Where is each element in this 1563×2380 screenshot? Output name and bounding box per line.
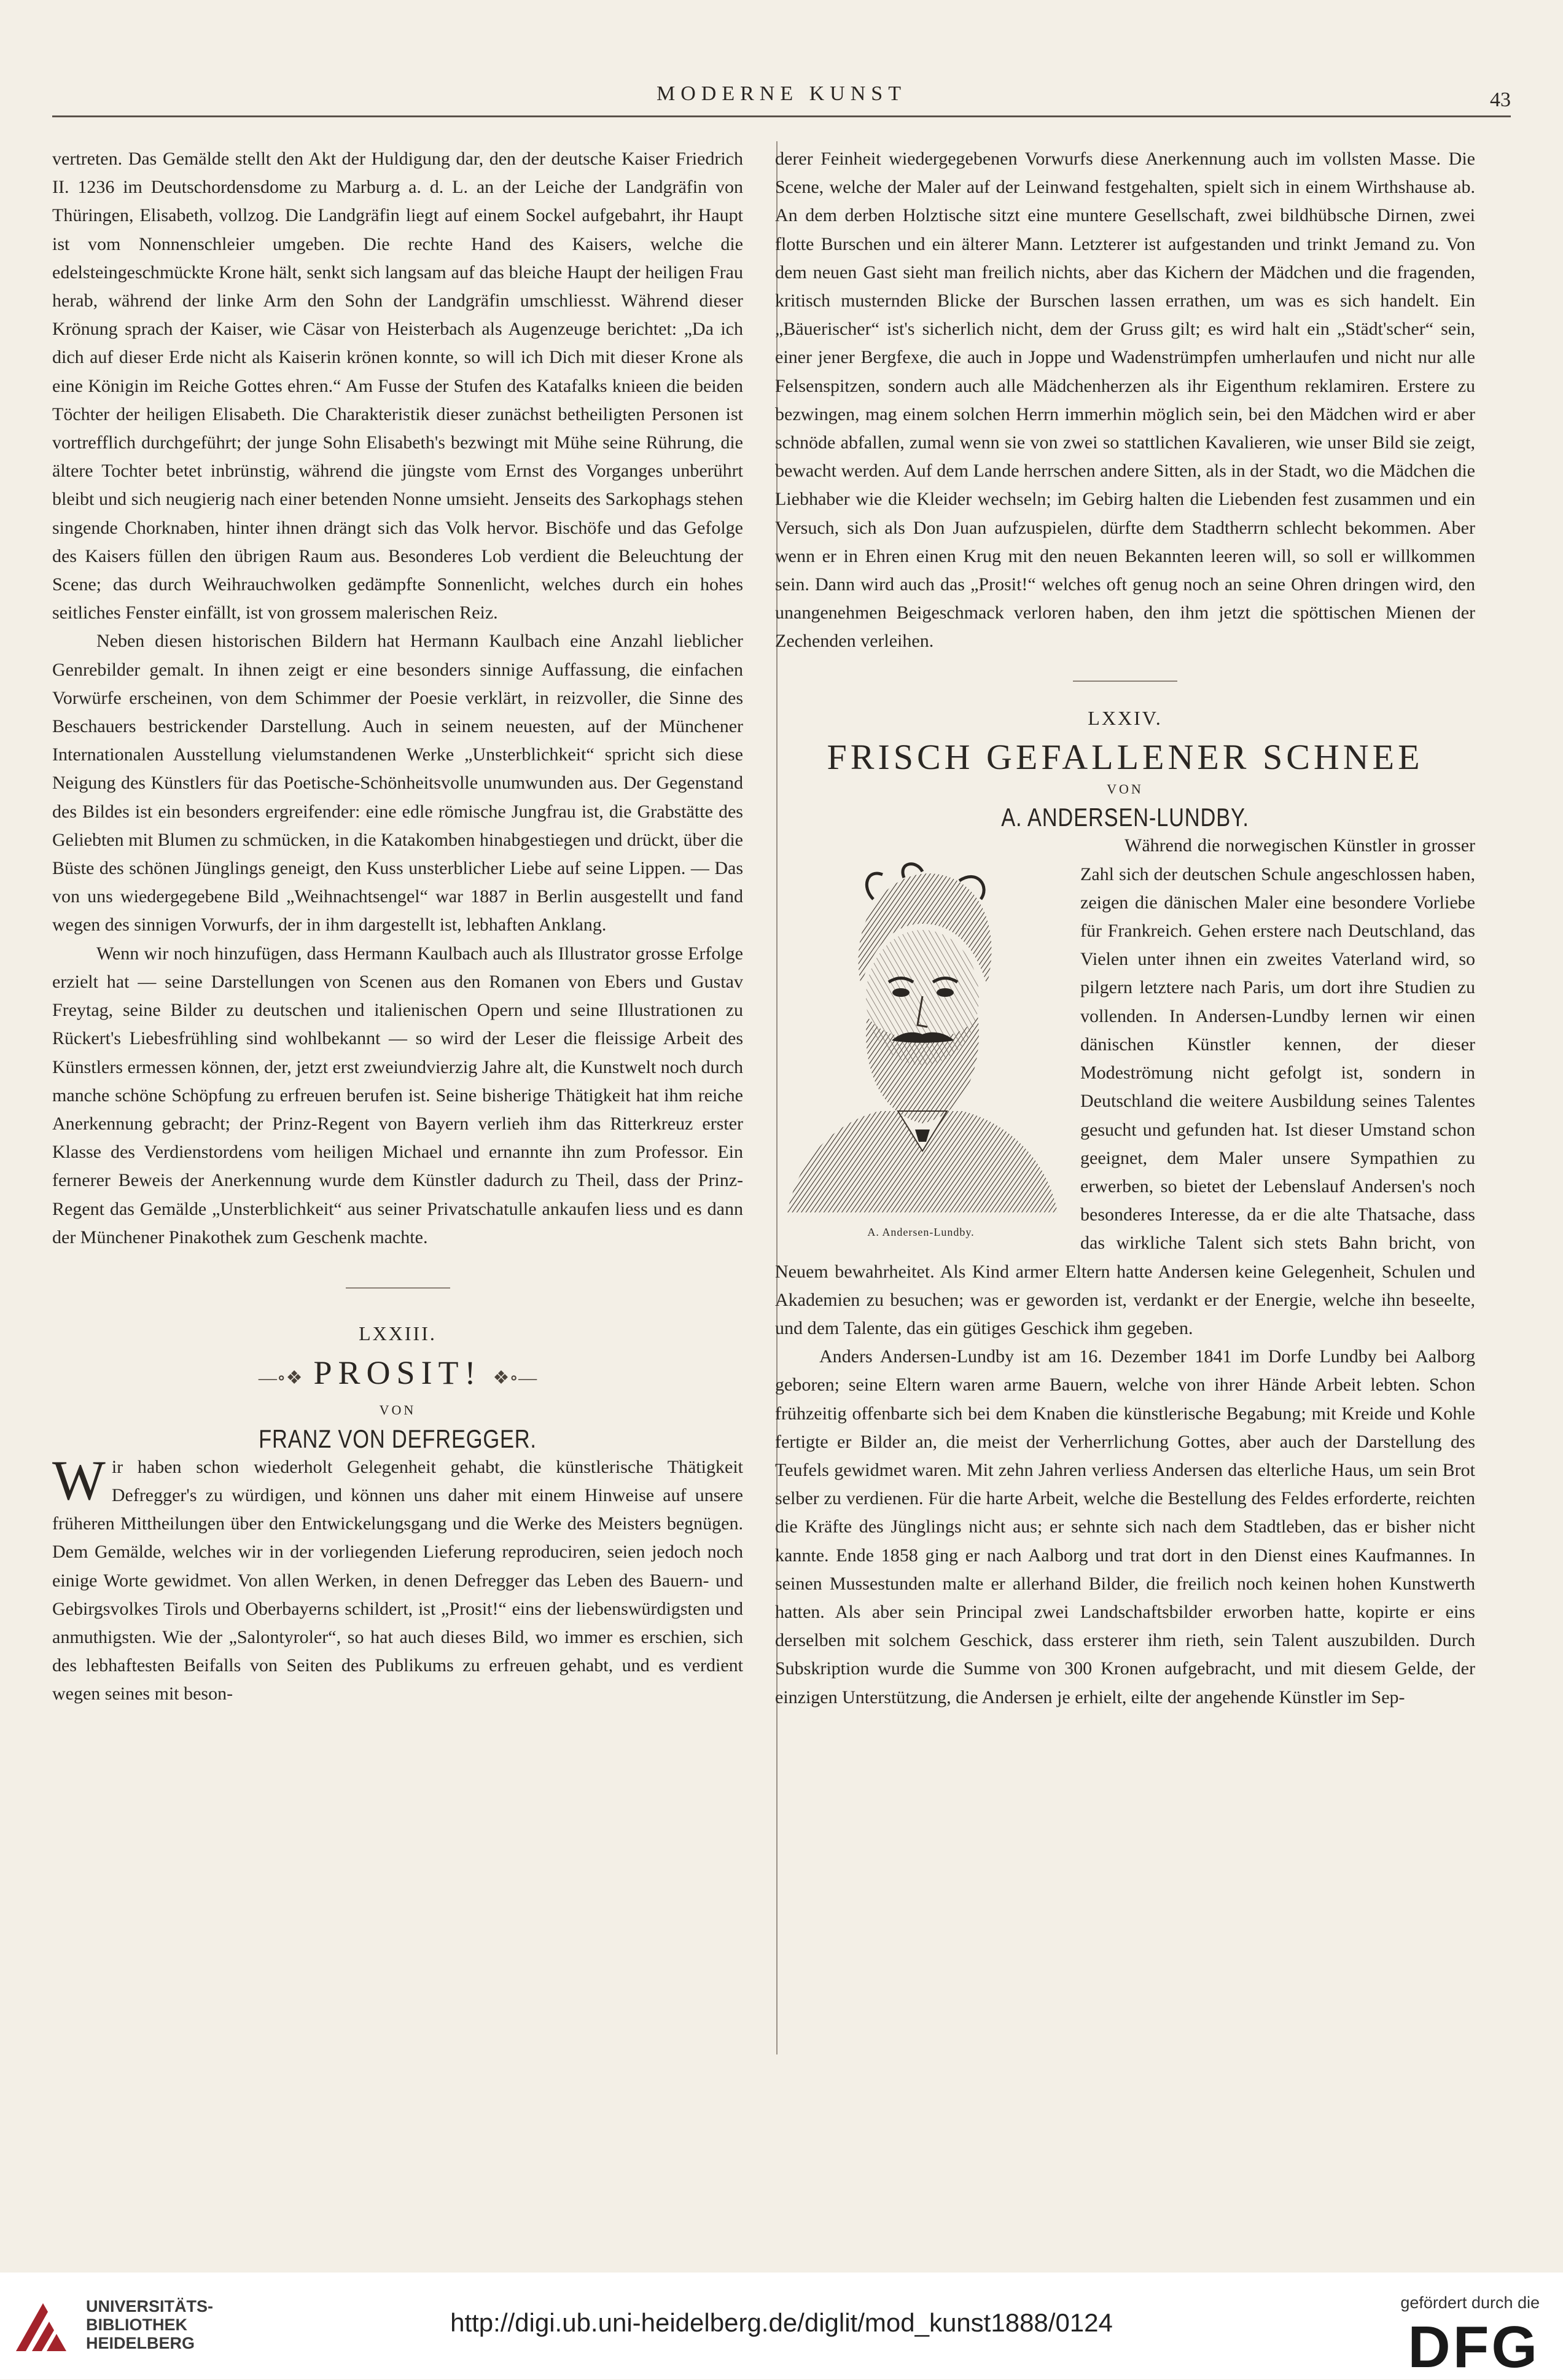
footer-bar [0,2273,1563,2379]
article-title: FRISCH GEFALLENER SCHNEE [827,736,1424,777]
paragraph: derer Feinheit wiedergegebenen Vorwurfs diese Anerkennung auch im vollsten Masse. Die Scene, welche der Maler auf der Leinwand festgehalten, spielt sich in einem Wirthshause ab. An dem derben Holztische sitzt eine muntere Gesellschaft, zwei bildhübsche Dirnen, zwei flotte Burschen und ein älterer Mann. Letzterer ist aufgestanden und trinkt Jemand zu. Von dem neuen Gast sieht man freilich nichts, aber das Kichern der Mädchen und die fragenden, kritisch musternden Blicke der Burschen lassen errathen, um was es sich handelt. Ein „Bäuerischer“ ist's sicherlich nicht, dem der Gruss gilt; es wird halt ein „Städt'scher“ sein, einer jener Bergfexe, die auch in Joppe und Wadenstrümpfen umherlaufen und nicht nur alle Felsenspitzen, sondern auch alle Mädchenherzen als ihr Eigenthum reklamiren. Erstere zu bezwingen, mag einem solchen Herrn immerhin möglich sein, bei den Mädchen wird er aber schnöde abfallen, zumal wenn sie von zwei so stattlichen Kavalieren, wie unser Bild sie zeigt, bewacht werden. Auf dem Lande herrschen andere Sitten, als in der Stadt, wo die Mädchen die Liebhaber wie die Kleider wechseln; im Gebirg halten die Liebenden fest zusammen und ein Versuch, sich als Don Juan aufzuspielen, dürfte dem Stadtherrn schlecht bekommen. Aber wenn er in Ehren einen Krug mit den neuen Bekannten leeren will, so soll er willkommen sein. Dann wird auch das „Prosit!“ welches oft genug noch an seine Ohren dringen wird, den unangenehmen Beigeschmack verloren haben, den ihm jetzt die spöttischen Mienen der Zechenden verleihen. [775,149,1475,652]
library-name-line: BIBLIOTHEK [86,2316,187,2334]
paragraph: Wenn wir noch hinzufügen, dass Hermann Kaulbach auch als Illustrator grosse Erfolge erzielt hat — seine Darstellungen von Scenen aus den Romanen von Ebers und Gustav Freytag, seine Bilder zu deutschen und italienischen Opern und seine Illustrationen zu Rückert's Liebesfrühling sind wohlbekannt — so wird der Leser die fleissige Arbeit des Künstlers ermessen können, der, jetzt erst zweiundvierzig Jahre alt, die Kunstwelt noch durch manche schöne Schöpfung zu erfreuen berufen ist. Seine bisherige Thätigkeit hat ihm reiche Anerkennung gebracht; der Prinz-Regent von Bayern verlieh ihm das Ritterkreuz erster Klasse des Verdienstordens vom heiligen Michael und ernannte ihn zum Professor. Ein fernerer Beweis der Anerkennung wurde dem Künstler dadurch zu Theil, dass der Prinz-Regent das Gemälde „Unsterblichkeit“ aus seiner Privatschatulle ankaufen liess und es dann der Münchener Pinakothek zum Geschenk machte. [52,943,743,1247]
library-name-line: HEIDELBERG [86,2334,195,2352]
article-author: FRANZ VON DEFREGGER. [259,1424,537,1453]
drop-cap: W [52,1448,106,1512]
article-title-text: PROSIT! [313,1354,482,1392]
section-rule [1073,681,1177,682]
article-number: LXXIV. [1088,706,1163,729]
paragraph: Während die norwegischen Künstler in grosser Zahl sich der deutschen Schule angeschlossen haben, zeigen die dänischen Maler eine besondere Vorliebe für Frankreich. Gehen erstere nach Deutschland, das Vielen unter ihnen ein zweites Vaterland wird, so pilgern letztere nach Paris, um dort ihre Studien zu vollenden. In Andersen-Lundby lernen wir einen dänischen Künstler kennen, der dieser Modeströmung nicht gefolgt ist, sondern in Deutschland die weitere Ausbildung seines Talentes gesucht und gefunden hat. Ist dieser Umstand schon geeignet, dem Maler unsere Sympathien zu erwerben, so bietet der Lebenslauf Andersen's noch besonderes Interesse, da er die alte Thatsache, dass das wirkliche Talent sich stets Bahn bricht, von Neuem bewahrheitet. Als Kind armer Eltern hatte Andersen keine Gelegenheit, Schulen und Akademien zu besuchen; was er geworden ist, verdankt er der Energie, welche ihn beseelte, und dem Talente, das ein gütiges Geschick ihm gegeben. [775,835,1475,1338]
paragraph-text: ir haben schon wiederholt Gelegenheit gehabt, die künstlerische Thätigkeit Defregger's zu würdigen, und können uns daher mit einem Hinweise auf unsere früheren Mittheilungen über den Entwickelungsgang und die Werke des Meisters begnügen. Dem Gemälde, welches wir in der vorliegenden Lieferung reproduciren, seien jedoch noch einige Worte gewidmet. Von allen Werken, in denen Defregger das Leben des Bauern- und Gebirgsvolkes Tirols und Oberbayerns schildert, ist „Prosit!“ eins der liebenswürdigsten und anmuthigsten. Wie der „Salontyroler“, so hat auch dieses Bild, wo immer es erschien, sich des lebhaftesten Beifalls von Seiten des Publikums zu erfreuen gehabt, und es verdient wegen seines mit beson- [52,1456,743,1704]
page-number: 43 [1490,88,1511,111]
article-von: VON [1107,781,1144,797]
section-rule [346,1287,450,1289]
ornament-right-icon: ❖∘— [493,1368,537,1389]
permalink-url[interactable]: http://digi.ub.uni-heidelberg.de/diglit/mod_kunst1888/0124 [450,2308,1113,2337]
paragraph: vertreten. Das Gemälde stellt den Akt der Huldigung dar, den der deutsche Kaiser Friedrich II. 1236 im Deutschordensdome zu Marburg a. d. L. an der Leiche der Landgräfin von Thüringen, Elisabeth, vollzog. Die Landgräfin liegt auf einem Sockel aufgebahrt, ihr Haupt ist vom Nonnenschleier umgeben. Die rechte Hand des Kaisers, welche die edelsteingeschmückte Krone hält, senkt sich langsam auf das bleiche Haupt der heiligen Frau herab, während der linke Arm den Sohn der Landgräfin umschliesst. Während dieser Krönung sprach der Kaiser, wie Cäsar von Heisterbach als Augenzeuge berichtet: „Da ich dich auf dieser Erde nicht als Kaiserin krönen konnte, so will ich Dich mit dieser Krone als eine Königin im Reiche Gottes ehren.“ Am Fusse der Stufen des Katafalks knieen die beiden Töchter der heiligen Elisabeth. Die Charakteristik dieser zunächst betheiligten Personen ist vortrefflich durchgeführt; der junge Sohn Elisabeth's bezwingt mit Mühe seine Rührung, die ältere Tochter betet inbrünstig, während die jüngste vom Ernst des Vorganges unberührt bleibt und sich neugierig nach einer betenden Nonne umsieht. Jenseits des Sarkophags stehen singende Chorknaben, hinter ihnen drängt sich das Volk hervor. Bischöfe und das Gefolge des Kaisers füllen den übrigen Raum aus. Besonderes Lob verdient die Beleuchtung der Scene; das durch Weihrauchwolken gedämpfte Sonnenlicht, welches durch ein hohes seitliches Fenster einfällt, ist von grossem malerischen Reiz. [52,149,743,623]
article-number: LXXIII. [359,1322,437,1344]
portrait-engraving-icon [775,832,1067,1225]
ornament-left-icon: —∘❖ [258,1368,303,1389]
paragraph: Anders Andersen-Lundby ist am 16. Dezember 1841 im Dorfe Lundby bei Aalborg geboren; seine Eltern waren arme Bauern, welche von ihrer Hände Arbeit lebten. Schon frühzeitig offenbarte sich bei dem Knaben die künstlerische Begabung; mit Kreide und Kohle fertigte er Bilder an, die meist der Verherrlichung Gottes, aber auch der Darstellung des Teufels gewidmet waren. Mit zehn Jahren verliess Andersen das elterliche Haus, um sein Brot selber zu verdienen. Für die harte Arbeit, welche die Bestellung des Feldes erforderte, reichten die Kräfte des Jünglings nicht aus; er sehnte sich nach dem Stadtleben, das er bisher nicht kannte. Ende 1858 ging er nach Aalborg und trat dort in den Dienst eines Kaufmannes. In seinen Mussestunden malte er allerhand Bilder, die freilich noch keinen hohen Kunstwerth hatten. Als aber sein Principal zwei Landschaftsbilder erworben hatte, kopirte er eins derselben mit solchem Geschick, dass ersterer ihm rieth, sein Talent auszubilden. Durch Subskription wurde die Summe von 300 Kronen aufgebracht, und mit diesem Gelde, der einzigen Unterstützung, die Andersen je erhielt, eilte der angehende Künstler im Sep- [775,1346,1475,1707]
article-von: VON [379,1402,416,1418]
article-title [52,1354,743,1392]
article-first-paragraph [52,1448,743,1709]
article-author: A. ANDERSEN-LUNDBY. [1001,803,1249,832]
dfg-logo[interactable]: DFG [1408,2314,1540,2380]
library-name-line: UNIVERSITÄTS- [86,2297,214,2316]
header-rule [52,115,1511,117]
right-column [775,145,1475,1712]
portrait-caption: A. Andersen-Lundby. [867,1226,975,1239]
paragraph: Neben diesen historischen Bildern hat Hermann Kaulbach eine Anzahl lieblicher Genrebilder gemalt. In ihnen zeigt er eine besonders sinnige Auffassung, die einfachen Vorwürfe erscheinen, von dem Schimmer der Poesie verklärt, in reizvoller, die Sinne des Beschauers bestrickender Darstellung. Auch in seinem neuesten, auf der Münchener Internationalen Ausstellung vielumstandenen Werke „Unsterblichkeit“ spricht sich diese Neigung des Künstlers für das Poetische-Schönheitsvolle unumwunden aus. Der Gegenstand des Bildes ist ein besonders ergreifender: eine edle römische Jungfrau ist, die Grabstätte des Geliebten mit Blumen zu schmücken, in die Katakomben hinabgestiegen und drückt, über die Büste des schönen Jünglings geneigt, den Kuss unsterblicher Liebe auf seine Lippen. — Das von uns wiedergegebene Bild „Weihnachtsengel“ war 1887 in Berlin ausgestellt und fand wegen des sinnigen Vorwurfs, der in ihm dargestellt ist, lebhaften Anklang. [52,631,743,935]
left-column [52,145,743,1709]
running-title: MODERNE KUNST [657,82,906,105]
funded-by-label: gefördert durch die [1400,2293,1540,2312]
portrait-illustration [775,832,1067,1246]
